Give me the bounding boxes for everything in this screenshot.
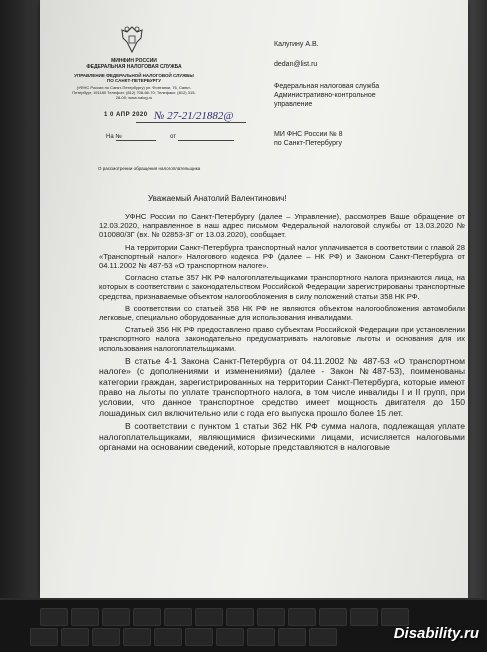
date-value: 1 0 АПР 2020 <box>104 112 148 118</box>
recipient-name: Калугину А.В. <box>274 41 319 48</box>
paragraph: Статьей 356 НК РФ предоставлено право субъектам Российской Федерации при установлении транспортного налога законодательно предусматривать налоговые льготы и основания для их использования налогоплательщиками. <box>99 325 465 353</box>
key <box>278 628 306 646</box>
watermark: Disability.ru <box>393 625 479 642</box>
key <box>226 608 254 626</box>
paragraph: Согласно статье 357 НК РФ налогоплательщиками транспортного налога признаются лица, на которых в соответствии с законодательством Российской Федерации зарегистрированы транспортные средства, признаваемые объектом налогообложения в силу положений статьи 358 НК РФ. <box>99 273 465 301</box>
letter-body <box>99 212 465 456</box>
key <box>71 608 99 626</box>
key <box>30 628 58 646</box>
letter-subject: О рассмотрении обращения налогоплательщика <box>98 166 201 171</box>
paragraph: В соответствии с пунктом 1 статьи 362 НК РФ сумма налога, подлежащая уплате налогоплательщиками, являющимися физическими лицами, исчисляется налоговыми органами на основании сведений, которые представляются в налоговые <box>99 421 465 453</box>
key <box>133 608 161 626</box>
key <box>319 608 347 626</box>
key <box>350 608 378 626</box>
department-name: УПРАВЛЕНИЕ ФЕДЕРАЛЬНОЙ НАЛОГОВОЙ СЛУЖБЫ ПО САНКТ-ПЕТЕРБУРГУ <box>74 73 194 83</box>
paragraph: На территории Санкт-Петербурга транспортный налог уплачивается в соответствии с главой 28 «Транспортный налог» Налогового кодекса РФ (далее – НК РФ) и Законом Санкт-Петербурга от 04.11.2002 № 487-53 «О транспортном налоге». <box>99 242 465 271</box>
key <box>288 608 316 626</box>
key <box>92 628 120 646</box>
keyboard-row <box>30 628 337 644</box>
key <box>123 628 151 646</box>
recipient-email: dedan@list.ru <box>274 61 318 68</box>
inspection-line: по Санкт-Петербургу <box>274 140 343 147</box>
key <box>381 608 409 626</box>
paragraph: В статье 4-1 Закона Санкт-Петербурга от 04.11.2002 № 487-53 «О транспортном налоге» (с дополнениями и изменениями) (далее - Закон №487-53), поименованы категории граждан, зарегистрированных на территории Санкт-Петербурга, которые имеют право на льготы по уплате транспортного налога, в том числе инвалиды I и II групп, при условии, что данное транспортное средство имеет мощность двигателя до 150 лошадиных сил включительно или с года его выпуска прошло более 15 лет. <box>99 355 465 418</box>
inspection-line: МИ ФНС России № 8 <box>274 131 343 138</box>
key <box>154 628 182 646</box>
keyboard-row <box>40 608 409 624</box>
key <box>185 628 213 646</box>
key <box>61 628 89 646</box>
key <box>309 628 337 646</box>
key <box>195 608 223 626</box>
date-stamp <box>104 112 148 118</box>
key <box>102 608 130 626</box>
recipient-inspection <box>274 130 343 148</box>
agency-line: Федеральная налоговая служба <box>274 83 380 90</box>
agency-line: управление <box>274 101 313 108</box>
reference-date-label: от <box>170 134 176 140</box>
keyboard <box>0 598 487 652</box>
coat-of-arms-icon <box>118 24 146 56</box>
key <box>40 608 68 626</box>
reference-date-underline <box>178 140 234 141</box>
sender-address: (УФНС России по Санкт-Петербургу) ул. Фонтанки, 76, Санкт-Петербург, 191180 Телефон: (812) 708-66-70; Телефакс: (812) 315-28-00; www.nalog.ru <box>72 85 196 100</box>
date-underline <box>136 122 246 123</box>
ministry-name: МИНФИН РОССИИ <box>111 58 157 64</box>
key <box>247 628 275 646</box>
agency-line: Административно-контрольное <box>274 92 376 99</box>
paragraph: УФНС России по Санкт-Петербургу (далее – Управление), рассмотрев Ваше обращение от 12.03.2020, направленное в наш адрес письмом Федеральной налоговой службы от 13.03.2020 № 010080/3Г (вх. № 02853-3Г от 13.03.2020), сообщает. <box>99 212 465 240</box>
key <box>216 628 244 646</box>
salutation: Уважаемый Анатолий Валентинович! <box>148 194 287 203</box>
reference-label: На № <box>106 134 122 140</box>
service-name: ФЕДЕРАЛЬНАЯ НАЛОГОВАЯ СЛУЖБА <box>86 64 182 70</box>
key <box>164 608 192 626</box>
letter-page <box>40 0 468 598</box>
paragraph: В соответствии со статьей 358 НК РФ не являются объектом налогообложения автомобили легковые, специально оборудованные для использования инвалидами. <box>99 303 465 323</box>
reference-underline <box>116 140 156 141</box>
key <box>257 608 285 626</box>
outgoing-number: № 27-21/21882@ <box>154 110 234 122</box>
recipient-agency <box>274 82 379 109</box>
sender-header <box>72 58 196 100</box>
